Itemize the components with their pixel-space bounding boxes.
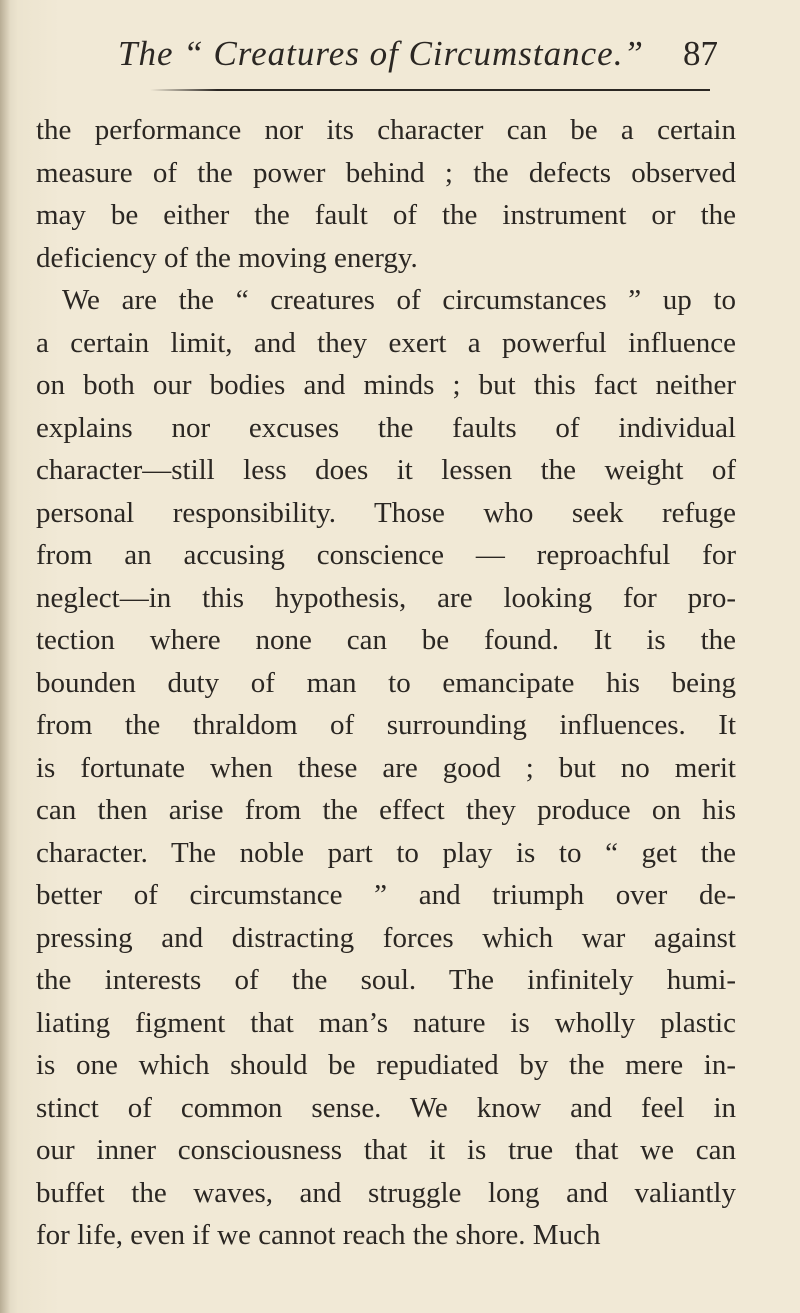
text-line: liating figment that man’s nature is wholly plastic (36, 1006, 736, 1039)
text-line: may be either the fault of the instrument or the (36, 199, 736, 231)
text-line: the performance nor its character can be a certain (36, 114, 736, 146)
text-line: measure of the power behind ; the defects observed (36, 156, 736, 189)
text-line: pressing and distracting forces which war against (36, 921, 736, 954)
text-line: is fortunate when these are good ; but no merit (36, 751, 736, 784)
text-line: can then arise from the effect they produce on his (36, 794, 736, 826)
text-line: personal responsibility. Those who seek refuge (36, 496, 736, 529)
text-line: bounden duty of man to emancipate his being (36, 666, 736, 699)
text-line: from the thraldom of surrounding influences. It (36, 709, 736, 741)
text-line: for life, even if we cannot reach the shore. Much (36, 1219, 601, 1251)
text-line: better of circumstance ” and triumph over de- (36, 879, 736, 911)
text-line: deficiency of the moving energy. (36, 241, 418, 274)
text-line: is one which should be repudiated by the mere in- (36, 1049, 736, 1081)
text-line: stinct of common sense. We know and feel in (36, 1091, 736, 1124)
page-number: 87 (683, 34, 718, 73)
text-line: character—still less does it lessen the weight of (36, 454, 736, 486)
text-line: from an accusing conscience — reproachful for (36, 539, 736, 571)
running-title: The “ Creatures of Circumstance.” (118, 34, 644, 73)
page-gutter-shadow (0, 0, 10, 1313)
text-line: a certain limit, and they exert a powerful influence (36, 326, 736, 359)
text-line: tection where none can be found. It is the (36, 624, 736, 656)
running-head (118, 34, 718, 84)
header-rule (150, 89, 710, 91)
text-line: explains nor excuses the faults of individual (36, 411, 736, 444)
text-line: on both our bodies and minds ; but this fact neither (36, 369, 736, 401)
text-line: character. The noble part to play is to “ get the (36, 836, 736, 869)
body-text (36, 109, 736, 1257)
text-line: buffet the waves, and struggle long and valiantly (36, 1176, 736, 1209)
text-line: neglect—in this hypothesis, are looking for pro- (36, 581, 736, 614)
text-line: the interests of the soul. The infinitely humi- (36, 964, 736, 996)
text-line: We are the “ creatures of circumstances ” up to (62, 284, 736, 316)
text-line: our inner consciousness that it is true that we can (36, 1134, 736, 1166)
